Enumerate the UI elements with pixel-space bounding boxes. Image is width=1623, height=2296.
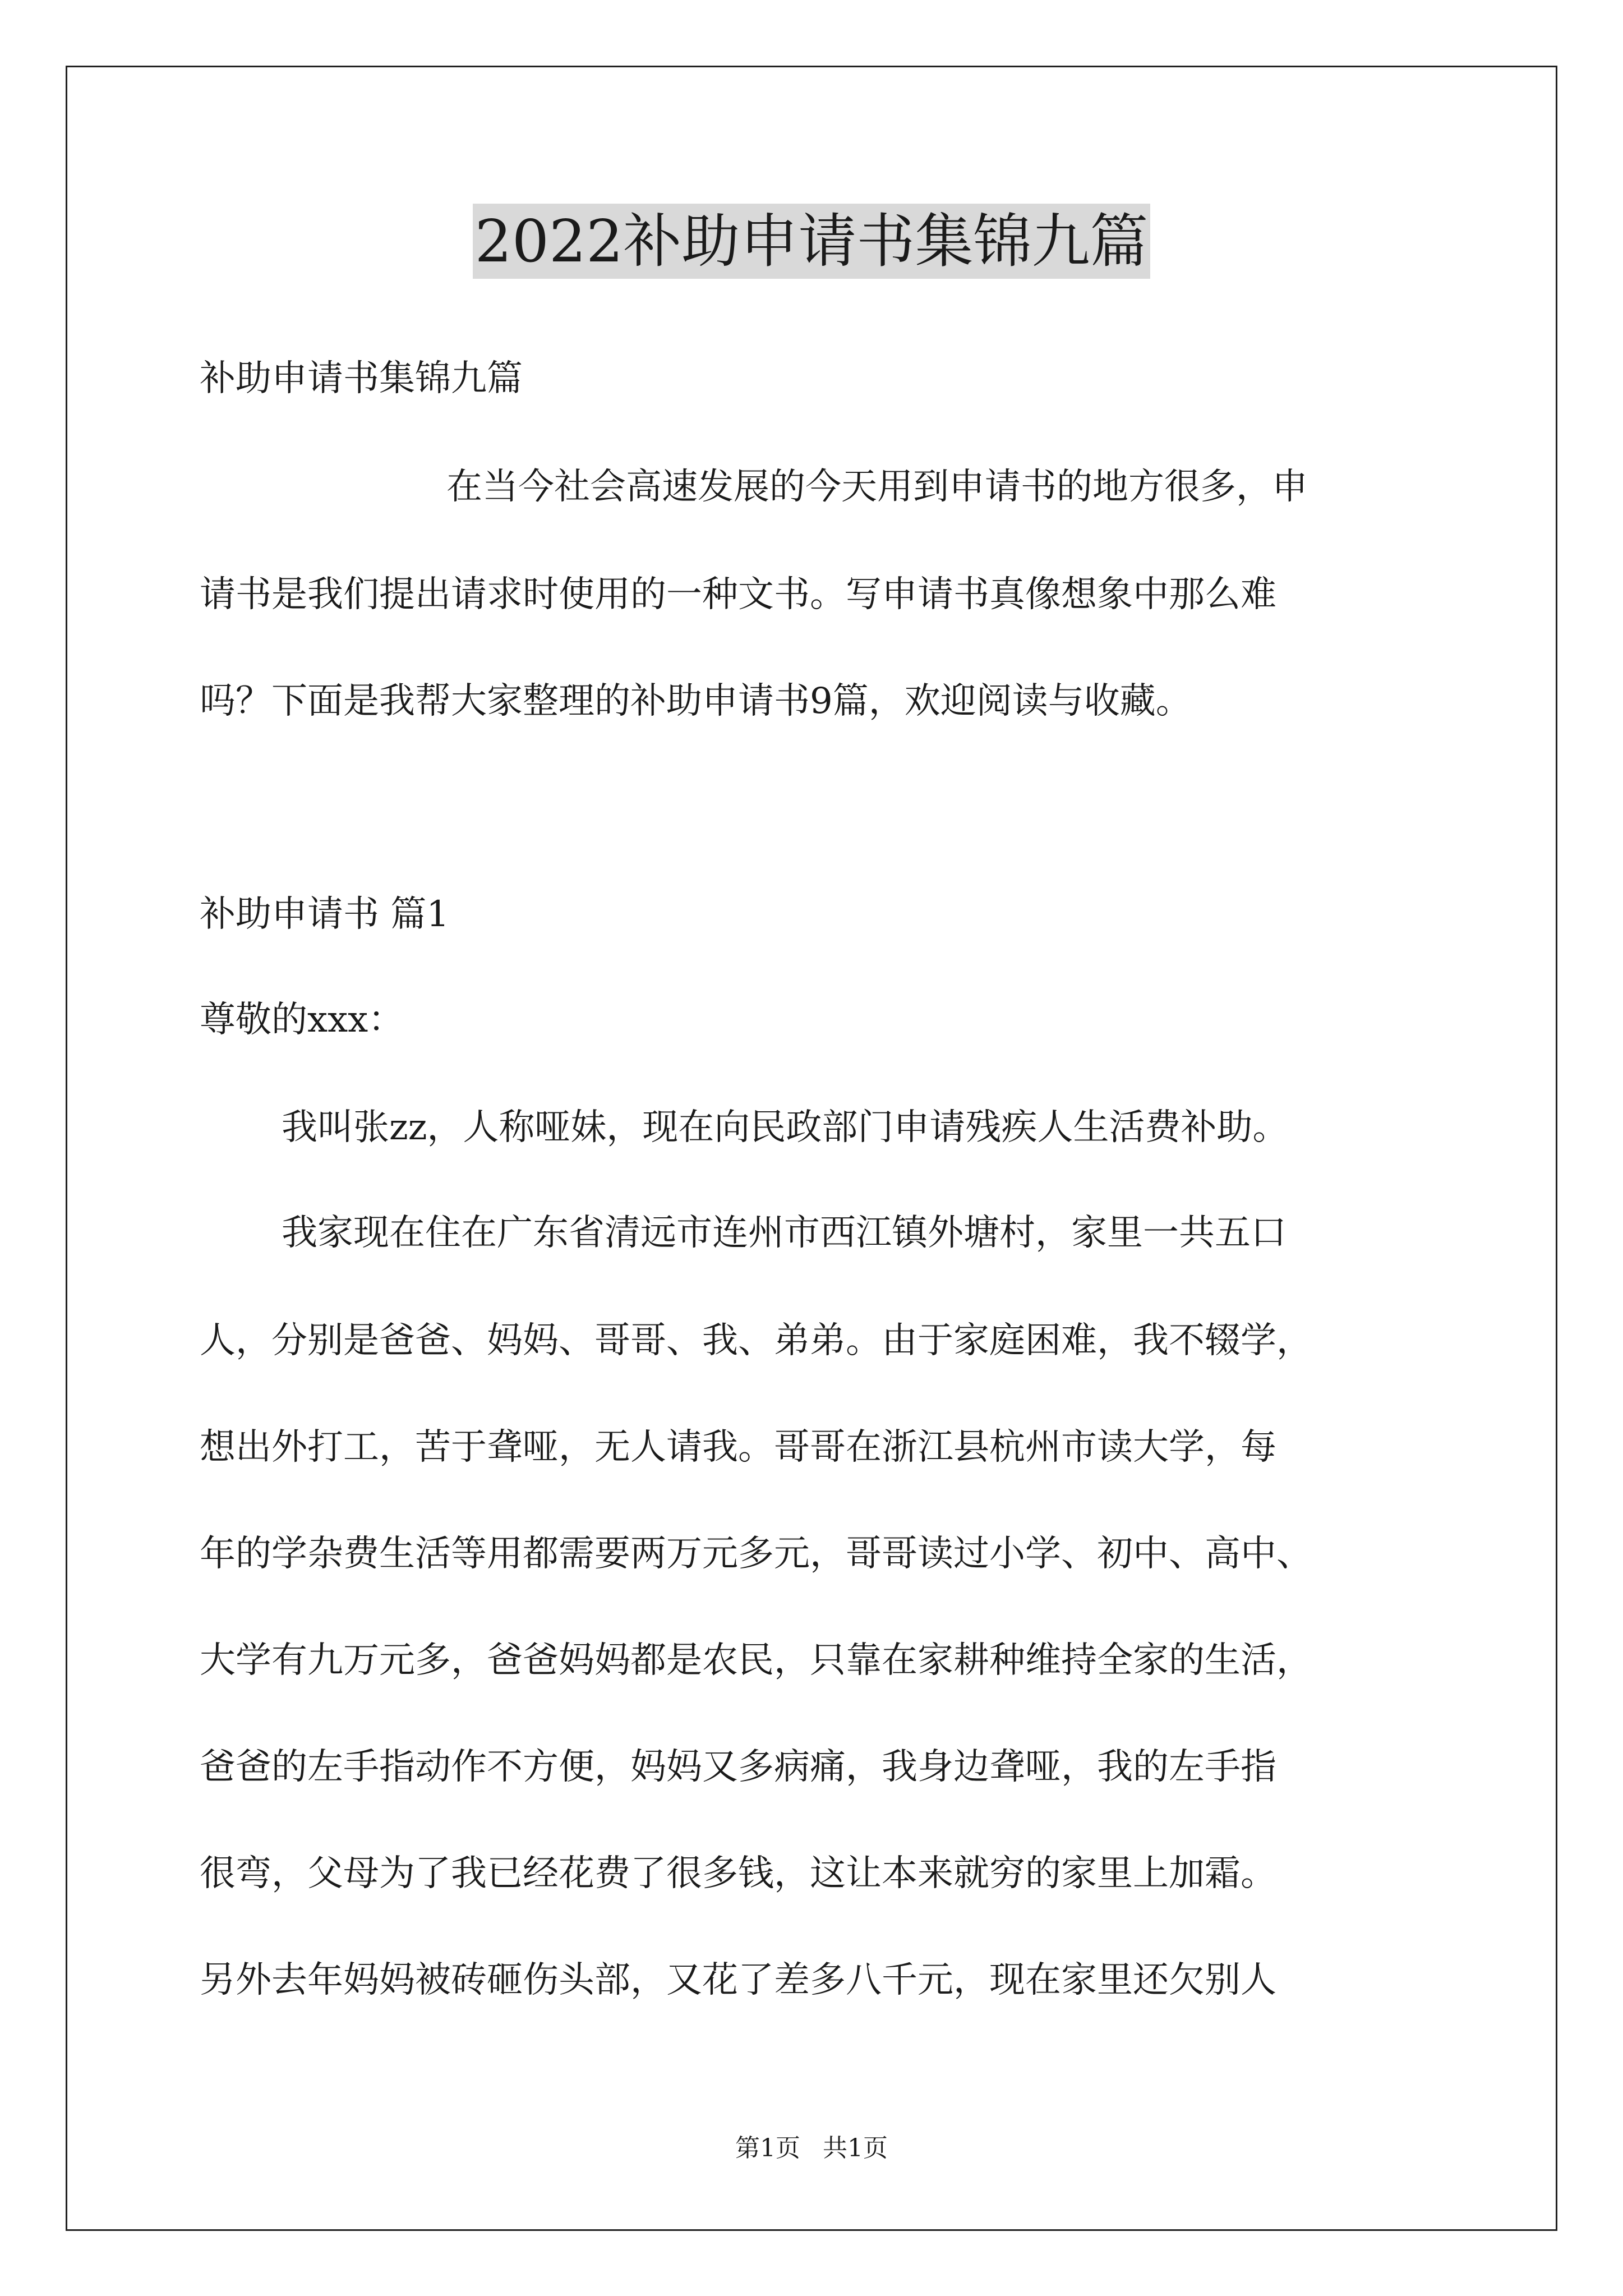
page-total: 共1页	[823, 2134, 888, 2162]
body-paragraph-line: 大学有九万元多，爸爸妈妈都是农民，只靠在家耕种维持全家的生活，	[200, 1640, 1312, 1681]
intro-paragraph-line: 在当今社会高速发展的今天用到申请书的地方很多，申	[446, 466, 1308, 508]
body-paragraph-line: 很弯，父母为了我已经花费了很多钱，这让本来就穷的家里上加霜。	[200, 1853, 1276, 1894]
salutation: 尊敬的xxx：	[200, 999, 404, 1041]
document-title	[0, 202, 1623, 280]
body-paragraph-line: 年的学杂费生活等用都需要两万元多元，哥哥读过小学、初中、高中、	[200, 1533, 1312, 1575]
page-number: 第1页	[735, 2134, 800, 2162]
intro-paragraph-line: 请书是我们提出请求时使用的一种文书。写申请书真像想象中那么难	[200, 574, 1276, 615]
subtitle-line: 补助申请书集锦九篇	[200, 358, 523, 399]
body-paragraph-line: 另外去年妈妈被砖砸伤头部，又花了差多八千元，现在家里还欠别人	[200, 1959, 1276, 2001]
section-heading: 补助申请书 篇1	[200, 894, 450, 935]
page-footer	[0, 2132, 1623, 2165]
intro-paragraph-line: 吗？下面是我帮大家整理的补助申请书9篇，欢迎阅读与收藏。	[200, 680, 1192, 722]
body-paragraph-line: 我家现在住在广东省清远市连州市西江镇外塘村，家里一共五口	[282, 1212, 1287, 1254]
body-paragraph-line: 想出外打工，苦于聋哑，无人请我。哥哥在浙江县杭州市读大学，每	[200, 1427, 1276, 1468]
document-title-text: 2022补助申请书集锦九篇	[473, 204, 1151, 279]
body-paragraph-line: 爸爸的左手指动作不方便，妈妈又多病痛，我身边聋哑，我的左手指	[200, 1746, 1276, 1788]
body-paragraph-line: 我叫张zz，人称哑妹，现在向民政部门申请残疾人生活费补助。	[282, 1107, 1289, 1148]
body-paragraph-line: 人，分别是爸爸、妈妈、哥哥、我、弟弟。由于家庭困难，我不辍学，	[200, 1320, 1312, 1361]
